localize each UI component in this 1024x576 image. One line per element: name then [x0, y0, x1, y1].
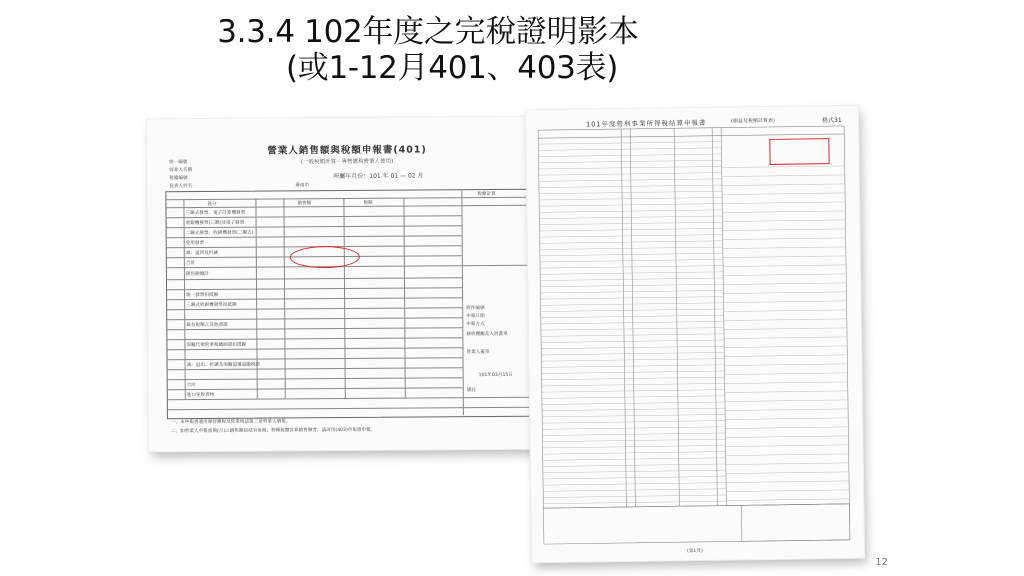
- form-401-period: 所屬年月份：101 年 01 — 02 月: [333, 172, 424, 181]
- form-403-grid: [526, 106, 864, 563]
- row-label: 進口免稅貨物: [186, 392, 215, 399]
- form-403-page: (第1頁): [687, 548, 703, 555]
- form-403-scan: [526, 106, 864, 563]
- row-label: 海關代徵營業稅繳納證扣抵聯: [186, 342, 247, 349]
- label-agency-stamp: 核收機關及人員蓋章: [466, 331, 508, 338]
- label-location: 臺南市: [295, 183, 310, 189]
- label-tax-reg-no: 稅籍編號: [169, 176, 188, 182]
- label-business-name: 營業人名稱: [169, 168, 193, 174]
- label-filing-method: 申報方式: [466, 322, 485, 328]
- row-label: 減：退出、折讓及海關退還溢繳稅款: [186, 362, 261, 369]
- row-label: 銷售額總計: [185, 271, 209, 278]
- col-header-tax-calc: 稅額計算: [477, 191, 496, 198]
- col-header-sales: 銷售額: [297, 201, 312, 207]
- row-label: 二聯式發票、收銀機發票(二聯式): [185, 230, 254, 237]
- form-403-code: 格式31: [821, 116, 842, 125]
- label-business-stamp: 營業人蓋章: [466, 350, 490, 356]
- row-label: 三聯式收銀機發票扣抵聯: [186, 302, 237, 309]
- form-403-title: 101年度營利事業所得稅結算申報書: [586, 118, 707, 129]
- form-403-note: (損益及稅額計算表): [730, 117, 775, 125]
- filing-date-value: 101年03月15日: [478, 372, 513, 379]
- row-label: 統一發票扣抵聯: [186, 292, 219, 299]
- row-label: 載有稅額之其他憑證: [186, 322, 228, 329]
- row-label: 減：退回及折讓: [185, 250, 218, 257]
- row-label: 收銀機發票(三聯)及電子發票: [185, 220, 245, 227]
- label-tax-id: 統一編號: [169, 160, 188, 166]
- col-header-tax: 稅額: [363, 200, 373, 206]
- form-401-note: 二、如營業人申報當期(月)之銷售額包括有免稅、特種稅額計算銷售額者，請改用(403)申報書申報。: [171, 427, 376, 435]
- highlight-box: [769, 138, 829, 165]
- form-401-scan: [147, 117, 549, 452]
- slide-title-line1: 3.3.4 102年度之完稅證明影本: [217, 14, 639, 50]
- row-label: 合計: [186, 383, 196, 389]
- label-receipt-no: 收件編號: [466, 306, 485, 312]
- form-401-title: 營業人銷售額與稅額申報書(401): [267, 144, 427, 157]
- slide-page-number: 12: [875, 557, 888, 568]
- row-label: 合計: [185, 261, 196, 267]
- row-label: 三聯式發票、電子計算機發票: [185, 210, 246, 217]
- label-owner: 負責人姓名: [169, 184, 193, 190]
- form-401-subtitle: (一般稅額計算－專營應稅營業人使用): [300, 158, 394, 166]
- slide-title-line2: (或1-12月401、403表): [285, 50, 619, 86]
- row-label: 免用發票: [185, 241, 205, 247]
- form-401-note: 一、本申報書適用專營應稅及營業稅法第二章營業人填報。: [170, 419, 291, 426]
- label-remarks: 備註: [466, 388, 476, 394]
- col-header-category: 區分: [207, 201, 217, 207]
- label-filing-date: 申報日期: [466, 314, 485, 320]
